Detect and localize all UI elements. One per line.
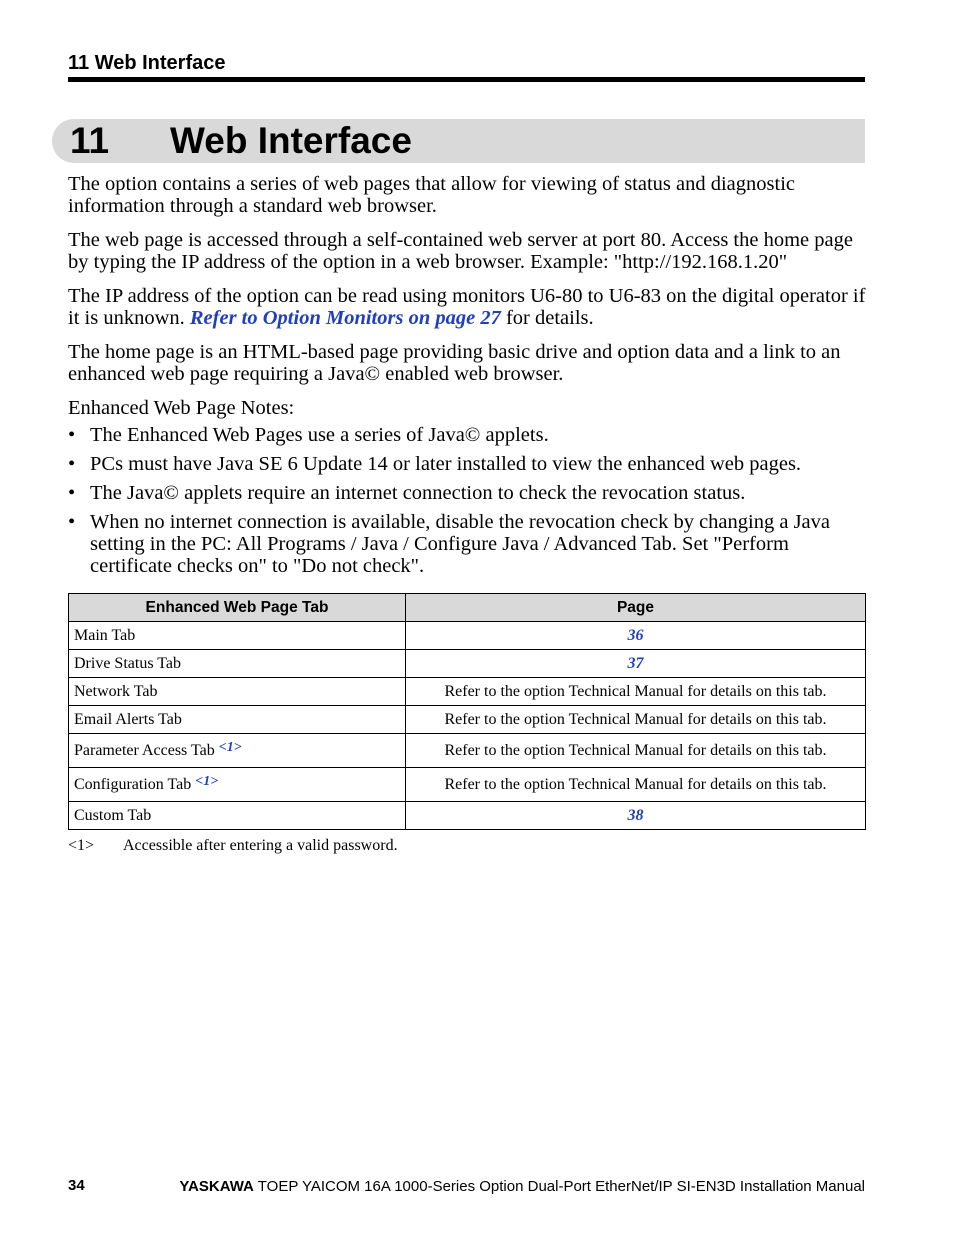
table-header-row — [69, 594, 866, 622]
list-item: • When no internet connection is available, disable the revocation check by changing a Java setting in the PC: All Programs / Java / Configure Java / Advanced Tab. Set "Perform certificate checks on" to "Do not check". — [68, 511, 868, 577]
footnote-text: Accessible after entering a valid password. — [123, 837, 398, 854]
notes-title: Enhanced Web Page Notes: — [68, 397, 295, 419]
page-text: Refer to the option Technical Manual for details on this tab. — [444, 710, 827, 728]
tab-name-cell — [69, 678, 406, 706]
footer-brand: YASKAWA — [179, 1178, 254, 1195]
table-row — [69, 622, 866, 650]
page-number: 34 — [68, 1177, 85, 1194]
column-header-page: Page — [406, 594, 866, 622]
ip-text-pre: The IP address of the option can be read using monitors U6-80 to U6-83 on the digital operator if it is unknown. — [68, 285, 866, 329]
tab-name-cell — [69, 802, 406, 830]
footnote-ref-link[interactable]: <1> — [218, 739, 242, 755]
page-cell — [406, 768, 866, 802]
footnote-mark: <1> — [68, 837, 95, 854]
footer-manual-title — [179, 1178, 865, 1195]
ip-text-post: for details. — [500, 307, 594, 329]
chapter-title: Web Interface — [170, 120, 412, 161]
notes-list — [68, 424, 868, 577]
tab-name: Parameter Access Tab — [74, 741, 219, 759]
page-link[interactable]: 38 — [627, 806, 644, 824]
page-cell — [406, 802, 866, 830]
tab-name-cell — [69, 622, 406, 650]
header-rule — [68, 77, 865, 82]
tab-name-cell — [69, 706, 406, 734]
tab-name: Custom Tab — [74, 806, 152, 824]
table-footnote — [68, 836, 398, 856]
table-row — [69, 802, 866, 830]
tab-name: Network Tab — [74, 682, 158, 700]
tab-name: Drive Status Tab — [74, 654, 182, 672]
list-item: • The Java© applets require an internet connection to check the revocation status. — [68, 482, 868, 504]
tab-name: Email Alerts Tab — [74, 710, 182, 728]
page-text: Refer to the option Technical Manual for details on this tab. — [444, 741, 827, 759]
paragraph-home-page: The home page is an HTML-based page providing basic drive and option data and a link to an enhanced web page requiring a Java© enabled web browser. — [68, 341, 841, 385]
column-header-tab: Enhanced Web Page Tab — [69, 594, 406, 622]
tab-name-cell — [69, 734, 406, 768]
table-row — [69, 678, 866, 706]
page-text: Refer to the option Technical Manual for details on this tab. — [444, 775, 827, 793]
tab-name: Configuration Tab — [74, 775, 196, 793]
table-row — [69, 734, 866, 768]
tab-name-cell — [69, 650, 406, 678]
footnote-ref-link[interactable]: <1> — [195, 773, 219, 789]
table-row — [69, 650, 866, 678]
chapter-number: 11 — [70, 120, 110, 161]
tab-name-cell — [69, 768, 406, 802]
footer-title-text: TOEP YAICOM 16A 1000-Series Option Dual-Port EtherNet/IP SI-EN3D Installation Manual — [253, 1178, 865, 1195]
paragraph-web-server: The web page is accessed through a self-contained web server at port 80. Access the home page by typing the IP address of the option in a web browser. Example: "http://192.168.1.20" — [68, 229, 853, 273]
running-header: 11 Web Interface — [68, 52, 226, 74]
paragraph-intro: The option contains a series of web pages that allow for viewing of status and diagnostic information through a standard web browser. — [68, 173, 795, 217]
list-item: • PCs must have Java SE 6 Update 14 or later installed to view the enhanced web pages. — [68, 453, 868, 475]
tab-name: Main Tab — [74, 626, 136, 644]
option-monitors-link[interactable]: Refer to Option Monitors on page 27 — [189, 307, 501, 329]
body-text — [68, 173, 868, 584]
list-item: • The Enhanced Web Pages use a series of Java© applets. — [68, 424, 868, 446]
paragraph-ip-address — [68, 285, 868, 329]
page-cell — [406, 678, 866, 706]
page-cell — [406, 622, 866, 650]
table-row — [69, 768, 866, 802]
page-link[interactable]: 37 — [627, 654, 644, 672]
web-page-tabs-table — [68, 593, 866, 830]
page-text: Refer to the option Technical Manual for details on this tab. — [444, 682, 827, 700]
table-row — [69, 706, 866, 734]
page-cell — [406, 734, 866, 768]
page-link[interactable]: 36 — [627, 626, 644, 644]
page-cell — [406, 650, 866, 678]
page-cell — [406, 706, 866, 734]
